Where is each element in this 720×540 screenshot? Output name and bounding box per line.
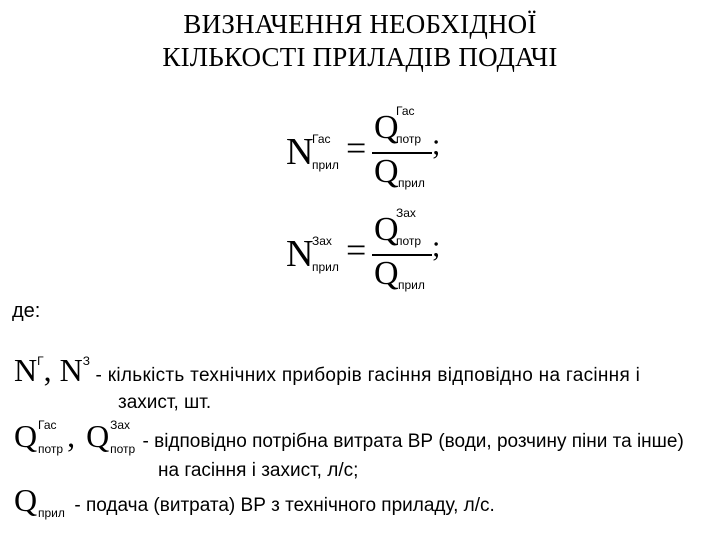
title-line-1: ВИЗНАЧЕННЯ НЕОБХІДНОЇ — [183, 9, 537, 39]
def-q-separator: , — [67, 418, 76, 454]
def-q-symbol-2: Q — [86, 418, 110, 454]
def3-q-symbol: Q — [14, 482, 38, 518]
formula-numerator-q: Q — [374, 211, 399, 248]
formula-denominator-subscript: прил — [398, 176, 425, 190]
formula-symbol-n: N — [286, 131, 314, 173]
formula-symbol-n: N — [286, 233, 314, 275]
def-q-subscript-potr-2: потр — [110, 442, 136, 456]
formula-equals: = — [346, 128, 367, 168]
formula-numerator-subscript: потр — [396, 132, 422, 146]
formula-semicolon: ; — [432, 128, 441, 161]
formula-denominator-q: Q — [374, 255, 399, 292]
formula-numerator-superscript: Зах — [396, 206, 416, 220]
definition-q-continued: на гасіння і захист, л/с; — [158, 460, 359, 481]
def-q-symbol: Q — [14, 418, 38, 454]
definition-n-continued: захист, шт. — [118, 392, 212, 413]
def-n-superscript-g: Г — [37, 354, 44, 368]
formula-denominator-q: Q — [374, 153, 399, 190]
def-q-superscript-gas: Гас — [38, 418, 57, 432]
formula-n-subscript: прил — [312, 158, 339, 172]
def-n-separator: , N — [43, 352, 83, 388]
def-n-text: - кількість технічних приборів гасіння відповідно на гасіння і — [89, 365, 641, 386]
formula-n-superscript: Гас — [312, 132, 331, 146]
def3-text: - подача (витрата) ВР з технічного приладу, л/с. — [69, 495, 495, 516]
formula-numerator-subscript: потр — [396, 234, 422, 248]
definition-n — [14, 352, 640, 389]
formula-numerator-superscript: Гас — [396, 104, 415, 118]
formula-n-subscript: прил — [312, 260, 339, 274]
formula-equals: = — [346, 230, 367, 270]
def-n-superscript-z: З — [82, 354, 90, 368]
def-q-text: - відповідно потрібна витрата ВР (води, розчину піни та інше) — [137, 431, 684, 452]
formula-fire-extinguishing — [286, 104, 466, 194]
formula-semicolon: ; — [432, 230, 441, 263]
def3-q-subscript-pryl: прил — [38, 506, 65, 520]
formula-denominator-subscript: прил — [398, 278, 425, 292]
where-label: де: — [12, 300, 41, 322]
definition-q-required — [14, 418, 684, 455]
def-q-superscript-zakh: Зах — [110, 418, 131, 432]
title-line-2: КІЛЬКОСТІ ПРИЛАДІВ ПОДАЧІ — [162, 42, 558, 72]
formula-n-superscript: Зах — [312, 234, 332, 248]
def-n-symbol: N — [14, 352, 38, 388]
definition-q-device — [14, 482, 495, 519]
formula-protection — [286, 206, 466, 296]
page-title — [0, 8, 720, 74]
formula-numerator-q: Q — [374, 109, 399, 146]
def-q-subscript-potr: потр — [38, 442, 64, 456]
